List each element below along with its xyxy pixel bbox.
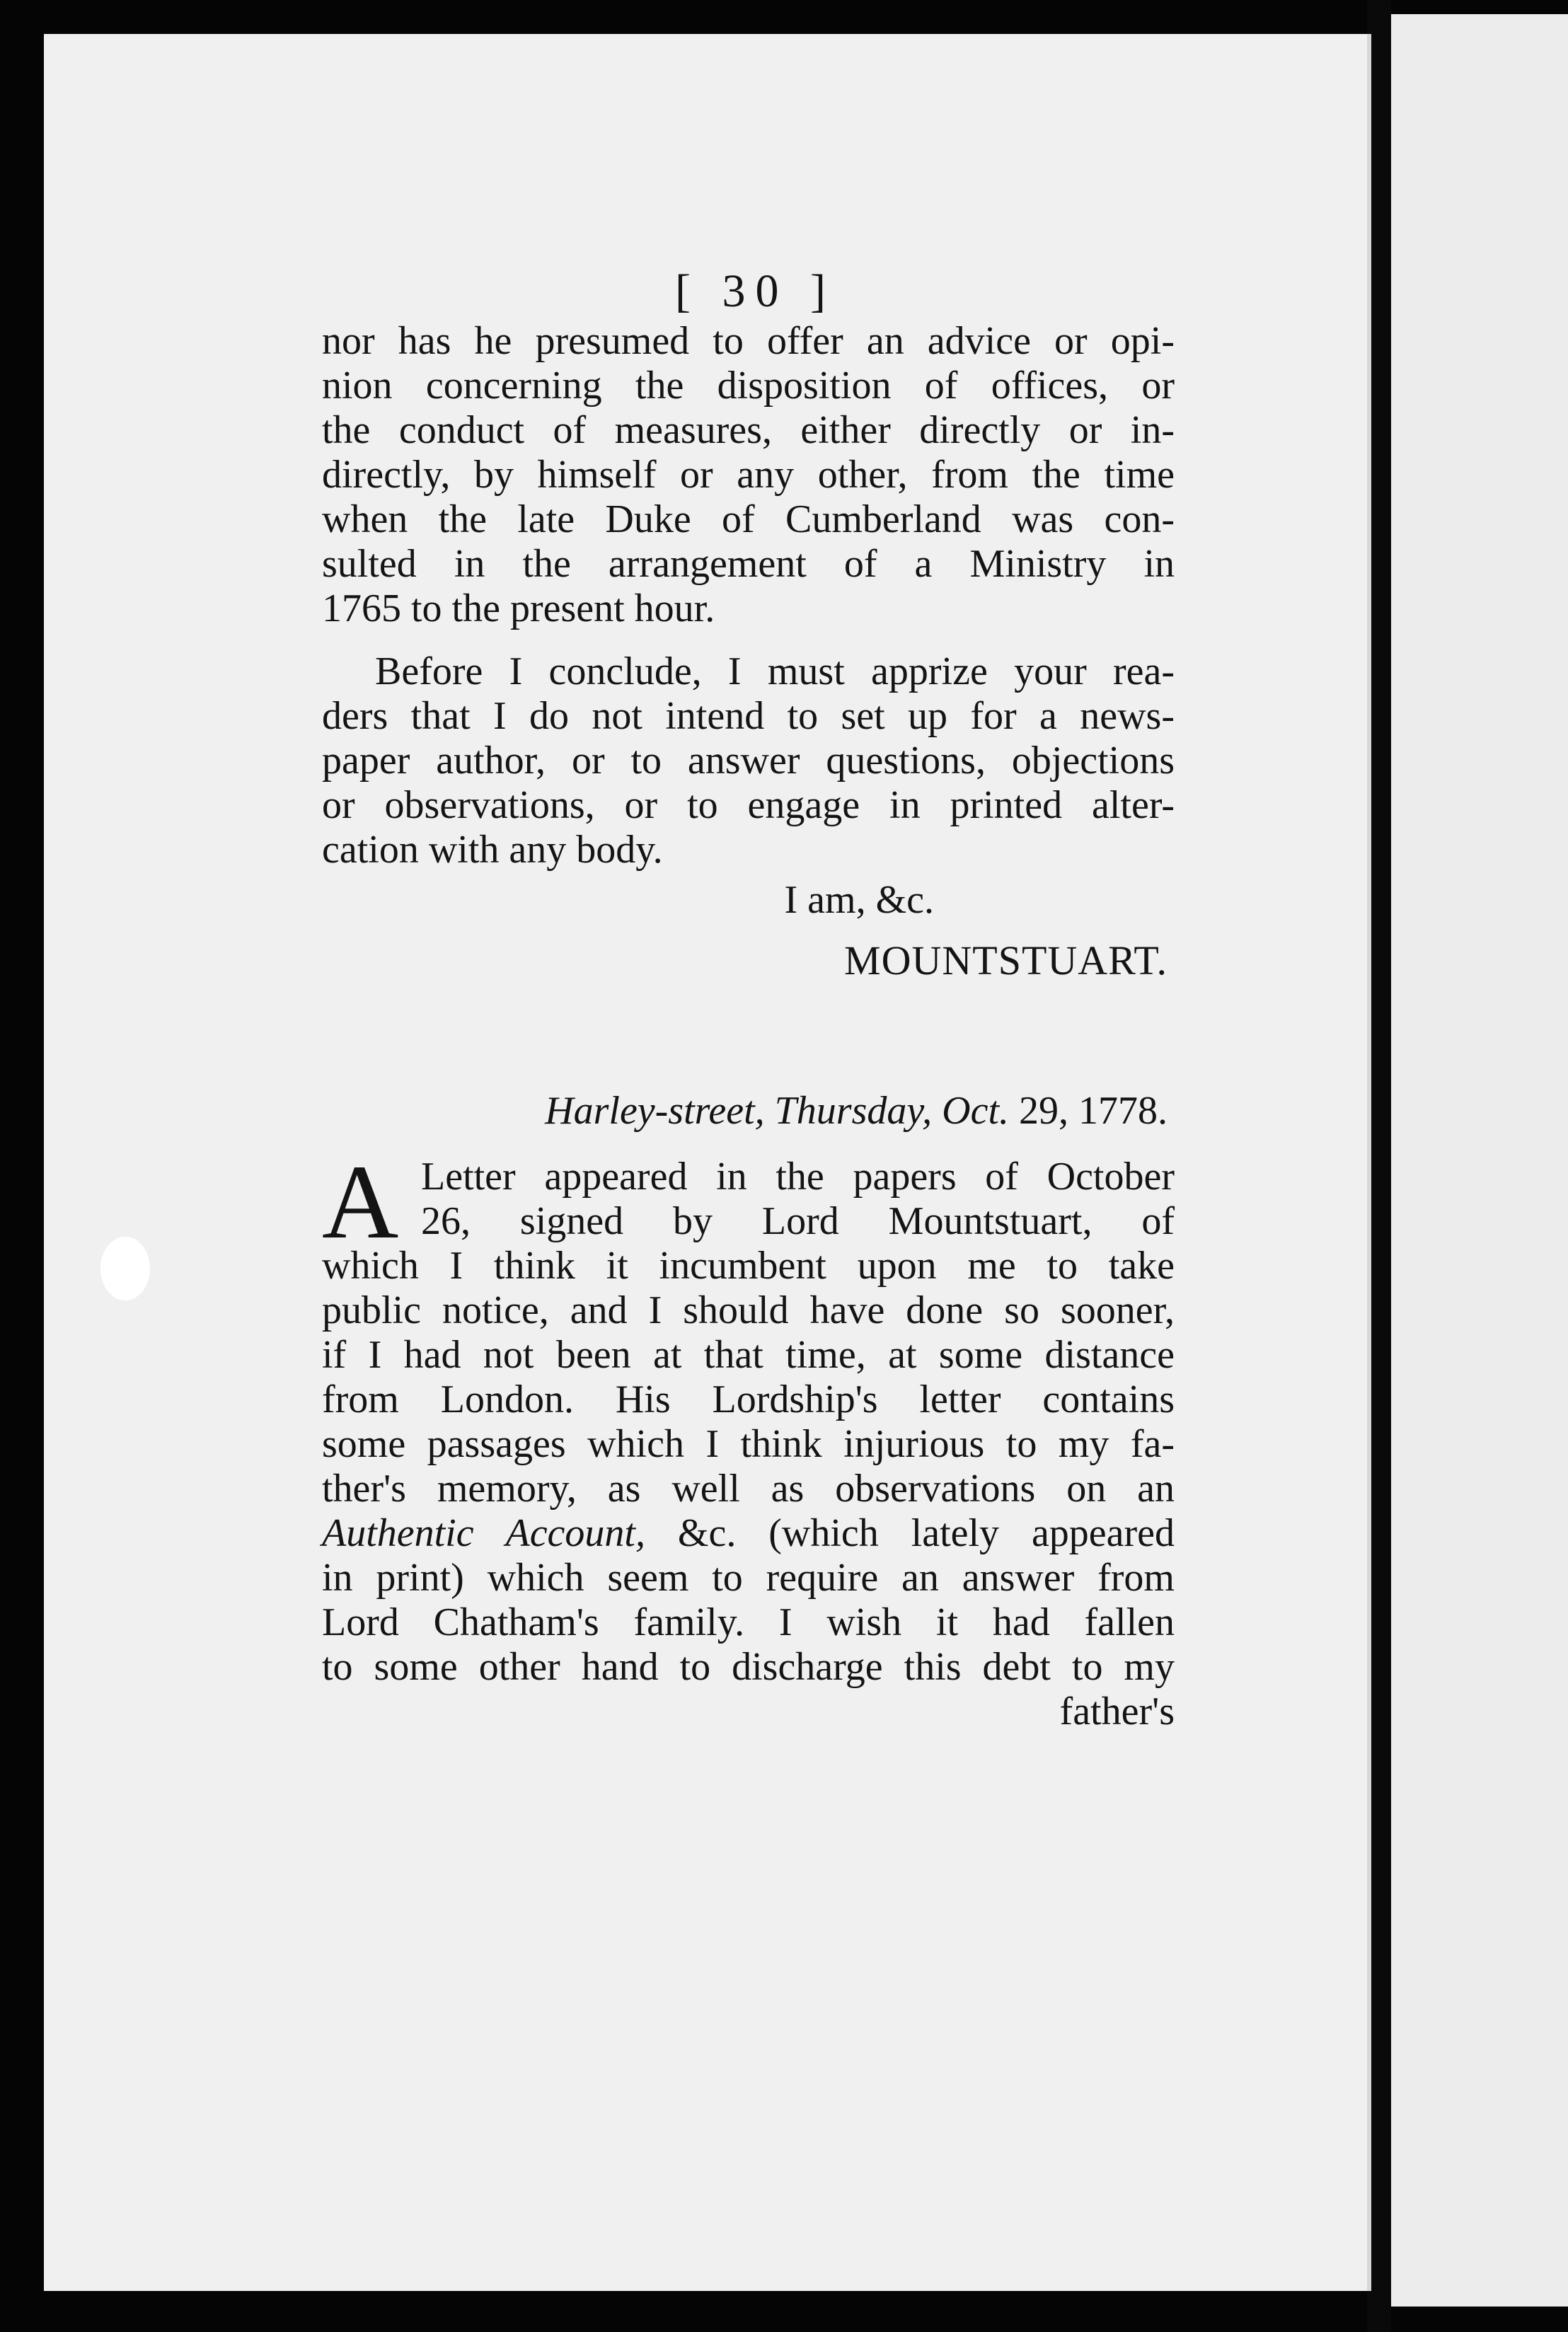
dateline bbox=[322, 1089, 1175, 1133]
letter-closing: I am, &c. bbox=[784, 878, 934, 922]
catchword: father's bbox=[1059, 1690, 1175, 1733]
text-line: directly, by himself or any other, from the time bbox=[322, 453, 1175, 497]
text-line: the conduct of measures, either directly or in- bbox=[322, 408, 1175, 452]
text-line: which I think it incumbent upon me to take bbox=[322, 1244, 1175, 1288]
signature: MOUNTSTUART. bbox=[844, 937, 1168, 983]
text-line: nion concerning the disposition of offices, or bbox=[322, 364, 1175, 408]
text-line: cation with any body. bbox=[322, 828, 663, 872]
text-line: paper author, or to answer questions, objections bbox=[322, 739, 1175, 783]
text-line bbox=[322, 1511, 1175, 1556]
text-line: Before I conclude, I must apprize your rea- bbox=[375, 650, 1175, 693]
paragraph-two bbox=[322, 650, 1175, 872]
text-line: in print) which seem to require an answer from bbox=[322, 1556, 1175, 1600]
text-line: from London. His Lordship's letter contains bbox=[322, 1378, 1175, 1421]
text-line: to some other hand to discharge this debt to my bbox=[322, 1645, 1175, 1689]
italic-title: Authentic Account, bbox=[322, 1511, 645, 1555]
text-line: when the late Duke of Cumberland was con- bbox=[322, 497, 1175, 541]
text-line: sulted in the arrangement of a Ministry in bbox=[322, 542, 1175, 586]
text-fragment: &c. (which lately appeared bbox=[677, 1511, 1175, 1555]
page-text bbox=[322, 265, 1175, 1734]
letter-body bbox=[322, 1143, 1175, 1734]
text-line: Letter appeared in the papers of October bbox=[421, 1155, 1175, 1199]
paragraph-one bbox=[322, 319, 1175, 631]
page-number: [ 30 ] bbox=[675, 265, 836, 317]
text-line: ders that I do not intend to set up for a news- bbox=[322, 694, 1175, 738]
text-line: Lord Chatham's family. I wish it had fallen bbox=[322, 1600, 1175, 1644]
text-line: 26, signed by Lord Mountstuart, of bbox=[421, 1199, 1175, 1243]
text-line: 1765 to the present hour. bbox=[322, 587, 715, 630]
dateline-date: 29, 1778. bbox=[1019, 1089, 1168, 1133]
facing-page-edge bbox=[1391, 14, 1568, 2307]
text-line: ther's memory, as well as observations on an bbox=[322, 1467, 1175, 1511]
dateline-place-day: Harley-street, Thursday, Oct. bbox=[545, 1089, 1009, 1133]
text-line: or observations, or to engage in printed alter- bbox=[322, 783, 1175, 827]
drop-cap: A bbox=[322, 1143, 399, 1261]
text-line: if I had not been at that time, at some distance bbox=[322, 1333, 1175, 1377]
text-line: some passages which I think injurious to my fa- bbox=[322, 1422, 1175, 1466]
paper-blemish bbox=[100, 1237, 150, 1300]
text-line: nor has he presumed to offer an advice or opi- bbox=[322, 319, 1175, 363]
text-line: public notice, and I should have done so sooner, bbox=[322, 1288, 1175, 1332]
